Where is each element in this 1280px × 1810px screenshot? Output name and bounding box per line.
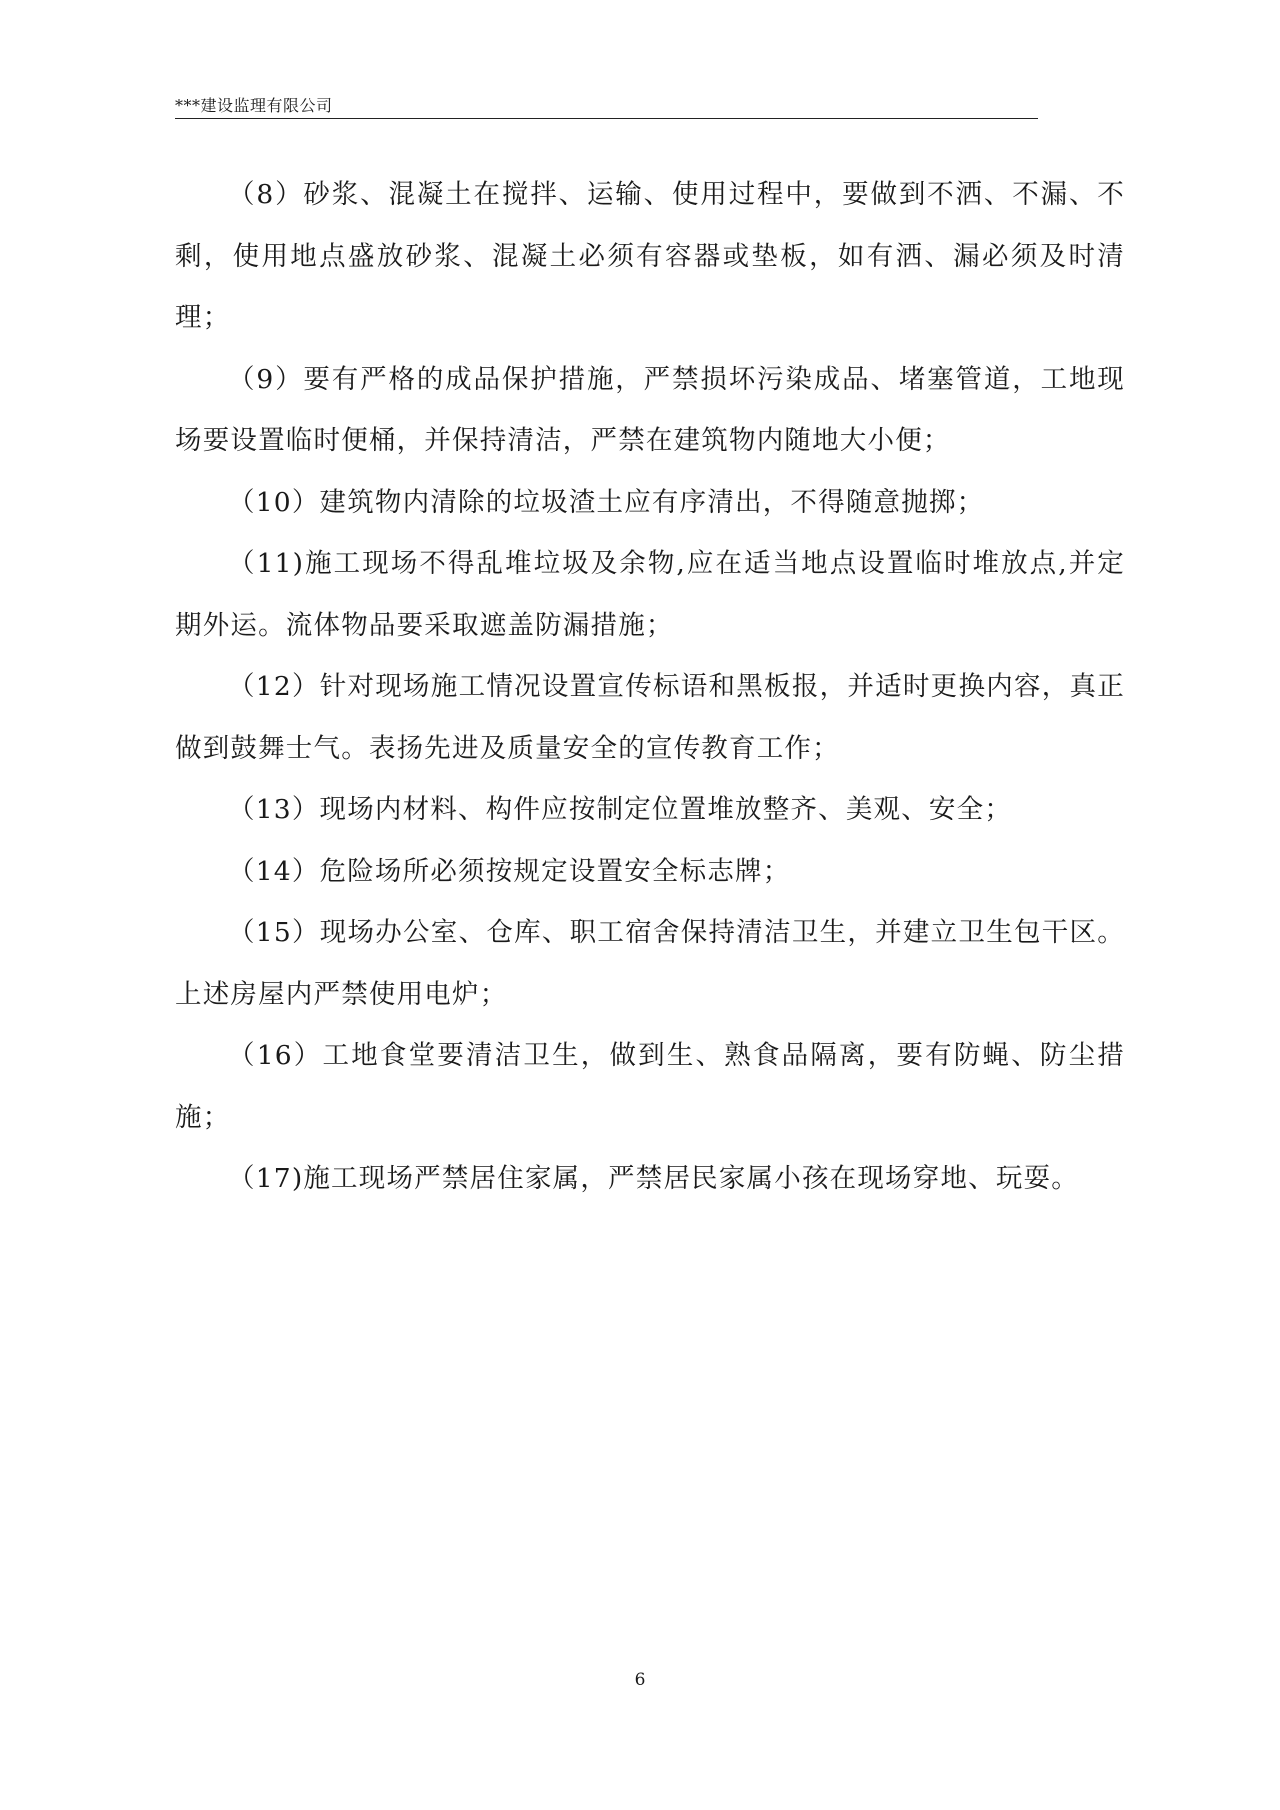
page-number: 6 xyxy=(634,1670,646,1690)
paragraph-item-15: （15）现场办公室、仓库、职工宿舍保持清洁卫生，并建立卫生包干区。上述房屋内严禁使用电炉； xyxy=(175,917,1125,1010)
paragraph-item-16: （16）工地食堂要清洁卫生，做到生、熟食品隔离，要有防蝇、防尘措施； xyxy=(175,1040,1125,1133)
paragraph-item-11: （11)施工现场不得乱堆垃圾及余物,应在适当地点设置临时堆放点,并定期外运。流体物品要采取遮盖防漏措施； xyxy=(175,548,1125,641)
paragraph-item-9: （9）要有严格的成品保护措施，严禁损坏污染成品、堵塞管道，工地现场要设置临时便桶，并保持清洁，严禁在建筑物内随地大小便； xyxy=(175,363,1125,456)
page-header xyxy=(175,92,1038,119)
paragraph-item-13: （13）现场内材料、构件应按制定位置堆放整齐、美观、安全； xyxy=(228,794,1013,825)
document-body xyxy=(175,164,1125,1210)
paragraph-item-10: （10）建筑物内清除的垃圾渣土应有序清出，不得随意抛掷； xyxy=(228,486,985,518)
paragraph-item-8: （8）砂浆、混凝土在搅拌、运输、使用过程中，要做到不洒、不漏、不剩，使用地点盛放砂浆、混凝土必须有容器或垫板，如有洒、漏必须及时清理； xyxy=(175,179,1125,333)
paragraph-item-12: （12）针对现场施工情况设置宣传标语和黑板报，并适时更换内容，真正做到鼓舞士气。表扬先进及质量安全的宣传教育工作； xyxy=(175,671,1125,764)
paragraph-item-17: （17)施工现场严禁居住家属，严禁居民家属小孩在现场穿地、玩耍。 xyxy=(228,1163,1079,1194)
paragraph-item-14: （14）危险场所必须按规定设置安全标志牌； xyxy=(228,855,791,887)
header-company-name: ***建设监理有限公司 xyxy=(175,96,333,115)
